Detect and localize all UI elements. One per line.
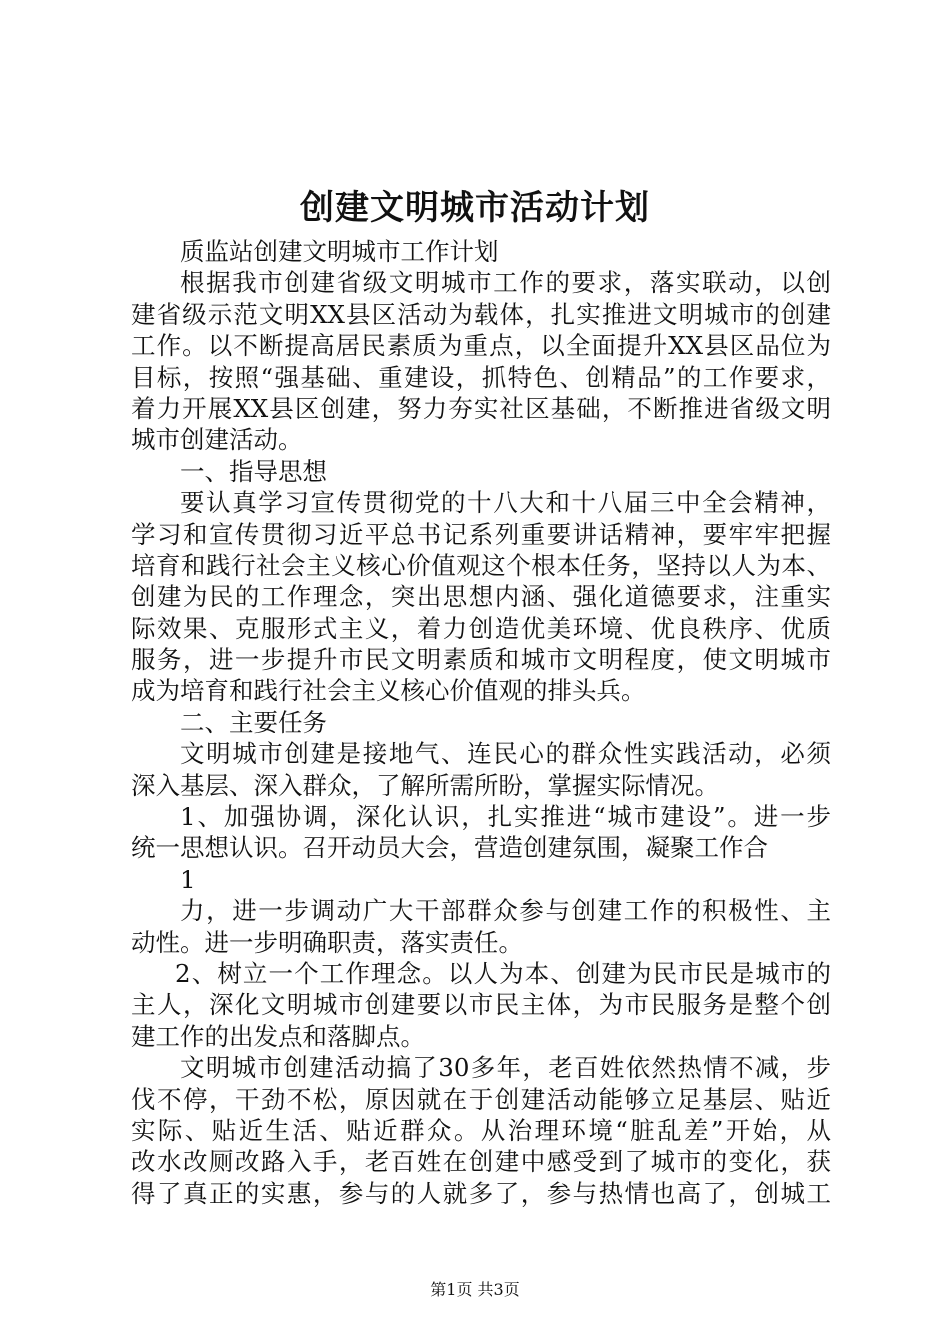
document-body xyxy=(131,236,831,1209)
paragraph-line: 得了真正的实惠，参与的人就多了，参与热情也高了，创城工 xyxy=(131,1178,831,1208)
section-heading: 一、指导思想 xyxy=(180,456,327,486)
paragraph-line: 动性。进一步明确职责，落实责任。 xyxy=(131,927,523,957)
paragraph-line: 统一思想认识。召开动员大会，营造创建氛围，凝聚工作合 xyxy=(131,833,768,863)
paragraph-line: 创建为民的工作理念，突出思想内涵、强化道德要求，注重实 xyxy=(131,582,831,612)
paragraph-line: 服务，进一步提升市民文明素质和城市文明程度，使文明城市 xyxy=(131,645,831,675)
paragraph-line: 建工作的出发点和落脚点。 xyxy=(131,1021,425,1051)
paragraph-line: 城市创建活动。 xyxy=(131,425,303,455)
inline-page-number: 1 xyxy=(180,864,196,894)
paragraph-line: 伐不停，干劲不松，原因就在于创建活动能够立足基层、贴近 xyxy=(131,1084,831,1114)
paragraph-line: 主人，深化文明城市创建要以市民主体，为市民服务是整个创 xyxy=(131,990,831,1020)
paragraph-line: 根据我市创建省级文明城市工作的要求，落实联动，以创 xyxy=(180,268,831,298)
paragraph-line: 文明城市创建是接地气、连民心的群众性实践活动，必须 xyxy=(180,739,831,769)
paragraph-line: 际效果、克服形式主义，着力创造优美环境、优良秩序、优质 xyxy=(131,613,831,643)
paragraph-line: 改水改厕改路入手，老百姓在创建中感受到了城市的变化，获 xyxy=(131,1147,831,1177)
paragraph-line: 深入基层、深入群众，了解所需所盼，掌握实际情况。 xyxy=(131,770,719,800)
paragraph-line: 力，进一步调动广大干部群众参与创建工作的积极性、主 xyxy=(180,896,831,926)
paragraph-line: 着力开展XX县区创建，努力夯实社区基础，不断推进省级文明 xyxy=(131,393,831,423)
paragraph-line: 学习和宣传贯彻习近平总书记系列重要讲话精神，要牢牢把握 xyxy=(131,519,831,549)
paragraph-line: 实际、贴近生活、贴近群众。从治理环境“脏乱差”开始，从 xyxy=(131,1115,831,1145)
section-heading: 二、主要任务 xyxy=(180,707,327,737)
subtitle-line: 质监站创建文明城市工作计划 xyxy=(180,237,499,266)
page-footer: 第1页 共3页 xyxy=(430,1280,520,1299)
paragraph-line: 成为培育和践行社会主义核心价值观的排头兵。 xyxy=(131,676,646,706)
paragraph-line: 文明城市创建活动搞了30多年，老百姓依然热情不减，步 xyxy=(180,1053,831,1083)
paragraph-line: 1、加强协调，深化认识，扎实推进“城市建设”。进一步 xyxy=(180,802,831,832)
paragraph-line: 要认真学习宣传贯彻党的十八大和十八届三中全会精神， xyxy=(180,488,831,518)
document-title: 创建文明城市活动计划 xyxy=(300,188,650,228)
paragraph-line: 2、树立一个工作理念。以人为本、创建为民市民是城市的 xyxy=(175,958,831,988)
paragraph-line: 工作。以不断提高居民素质为重点，以全面提升XX县区品位为 xyxy=(131,331,831,361)
paragraph-line: 培育和践行社会主义核心价值观这个根本任务，坚持以人为本、 xyxy=(131,550,831,580)
paragraph-line: 建省级示范文明XX县区活动为载体，扎实推进文明城市的创建 xyxy=(131,299,831,329)
paragraph-line: 目标，按照“强基础、重建设，抓特色、创精品”的工作要求， xyxy=(131,362,831,392)
